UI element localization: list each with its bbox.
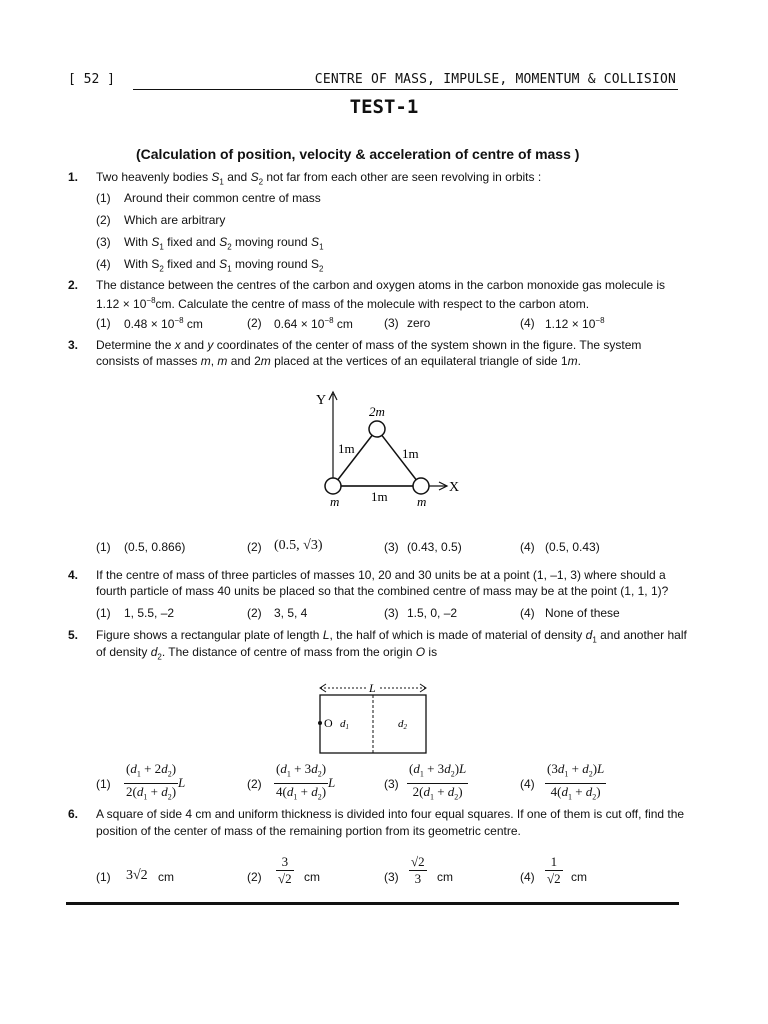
left-mass-label: m (330, 494, 340, 509)
option-label: (4) (520, 606, 535, 620)
option-label: (3) (384, 540, 399, 554)
fraction-numerator: √2 (411, 854, 425, 869)
x-axis-label: X (449, 480, 460, 495)
right-side-label: 1m (402, 446, 419, 461)
option-label: (3) (96, 235, 111, 249)
fraction-numerator: 3 (276, 854, 294, 871)
question-number: 1. (68, 170, 79, 184)
option-formula: $\frac{(3d_1 + d_2)L}{4(d_1 + d_2)}$ (547, 761, 605, 802)
option-text: With $S_1$ fixed and $S_2$ moving round $S_1$ (124, 235, 324, 252)
triangle-figure (305, 388, 485, 518)
option-label: (3) (384, 316, 399, 330)
fraction-denominator: √2 (278, 871, 292, 886)
option-label: (3) (384, 777, 399, 791)
option-unit: cm (158, 870, 174, 884)
question-text: $1.12 \times 10^{-8}cm$. Calculate the centre of mass of the molecule with respect to the carbon atom. (96, 296, 590, 311)
option-label: (4) (520, 316, 535, 330)
question-text: position of the center of mass of the remaining portion from its geometric centre. (96, 824, 521, 838)
question-number: 4. (68, 568, 79, 582)
option-label: (3) (384, 870, 399, 884)
option-label: (4) (96, 257, 111, 271)
option-label: (2) (247, 540, 262, 554)
option-label: (1) (96, 540, 111, 554)
option-label: (3) (384, 606, 399, 620)
question-text: Determine the x and y coordinates of the center of mass of the system shown in the figure. The system (96, 338, 642, 352)
option-text: 1.5, 0, –2 (407, 606, 458, 620)
option-label: (2) (247, 870, 262, 884)
mass-circle (369, 421, 385, 437)
left-side-label: 1m (338, 441, 355, 456)
left-density-label: d1 (340, 718, 349, 731)
option-text: 3, 5, 4 (274, 606, 308, 620)
footer-rule (66, 902, 679, 905)
origin-label: O (324, 716, 333, 730)
option-text: Around their common centre of mass (124, 191, 321, 205)
plate-figure (318, 682, 438, 754)
option-formula: $\frac{(d_1 + 2d_2)}{2(d_1 + d_2)}$ L (126, 761, 186, 802)
question-text: of density $d_2$. The distance of centre of mass from the origin O is (96, 645, 438, 662)
option-text: With $S_2$ fixed and $S_1$ moving round $S_2$ (124, 257, 324, 274)
option-expr: 3√2 (126, 868, 148, 883)
question-text: A square of side 4 cm and uniform thickness is divided into four equal squares. If one of them is cut off, find the (96, 807, 685, 821)
option-unit: cm (437, 870, 453, 884)
option-label: (1) (96, 191, 111, 205)
option-label: (2) (247, 777, 262, 791)
option-text: Which are arbitrary (124, 213, 226, 227)
option-label: (1) (96, 777, 111, 791)
option-text: $0.48 \times 10^{-8}$ cm (124, 316, 203, 331)
option-label: (1) (96, 870, 111, 884)
question-text: Two heavenly bodies $S_1$ and $S_2$ not far from each other are seen revolving in orbits : (96, 170, 542, 187)
section-title: (Calculation of position, velocity & acceleration of centre of mass ) (136, 146, 580, 162)
question-text: Figure shows a rectangular plate of length L, the half of which is made of material of density $d_1$ and another half (96, 628, 687, 645)
option-formula: $\frac{(d_1 + 3d_2)L}{2(d_1 + d_2)}$ (409, 761, 467, 802)
header-rule (133, 89, 678, 90)
option-text: 1, 5.5, –2 (124, 606, 175, 620)
option-text: (0.5, 0.866) (124, 540, 186, 554)
test-title: TEST-1 (349, 96, 419, 118)
option-unit: cm (571, 870, 587, 884)
base-side-label: 1m (371, 489, 388, 504)
question-number: 5. (68, 628, 79, 642)
question-text: consists of masses m, m and 2m placed at the vertices of an equilateral triangle of side 1m. (96, 354, 581, 368)
mass-circle (325, 478, 341, 494)
option-label: (4) (520, 777, 535, 791)
question-number: 6. (68, 807, 79, 821)
option-label: (2) (96, 213, 111, 227)
option-formula: $\frac{(d_1 + 3d_2)}{4(d_1 + d_2)}$ L (276, 761, 336, 802)
top-mass-label: 2m (369, 404, 385, 419)
option-fraction (276, 854, 294, 887)
option-text: (0.43, 0.5) (407, 540, 462, 554)
question-text: The distance between the centres of the carbon and oxygen atoms in the carbon monoxide gas molecule is (96, 278, 666, 292)
fraction-numerator: 1 (545, 854, 563, 871)
question-number: 2. (68, 278, 79, 292)
page-number: [ 52 ] (68, 72, 115, 87)
chapter-title: CENTRE OF MASS, IMPULSE, MOMENTUM & COLLISION (314, 72, 676, 87)
y-axis-label: Y (316, 393, 327, 408)
option-fraction (409, 854, 427, 887)
question-number: 3. (68, 338, 79, 352)
right-mass-label: m (417, 494, 427, 509)
option-label: (2) (247, 606, 262, 620)
option-label: (4) (520, 870, 535, 884)
question-text: If the centre of mass of three particles of masses 10, 20 and 30 units be at a point (1, –1, 3) where should a (96, 568, 666, 582)
option-text: (0.5, 0.43) (545, 540, 600, 554)
fraction-denominator: 3 (414, 871, 422, 886)
question-text: fourth particle of mass 40 units be placed so that the combined centre of mass may be at the point (1, 1, 1)? (96, 584, 669, 598)
option-text: None of these (545, 606, 620, 620)
right-density-label: d2 (398, 718, 407, 731)
option-text: (0.5, √3) (274, 538, 323, 553)
option-text: $1.12 \times 10^{-8}$ (545, 316, 605, 331)
option-label: (2) (247, 316, 262, 330)
option-text: $0.64 \times 10^{-8}$ cm (274, 316, 353, 331)
option-text: zero (407, 316, 431, 330)
option-label: (1) (96, 606, 111, 620)
option-label: (4) (520, 540, 535, 554)
length-label: L (369, 681, 376, 695)
option-fraction (545, 854, 563, 887)
mass-circle (413, 478, 429, 494)
fraction-denominator: √2 (547, 871, 561, 886)
option-label: (1) (96, 316, 111, 330)
option-unit: cm (304, 870, 320, 884)
